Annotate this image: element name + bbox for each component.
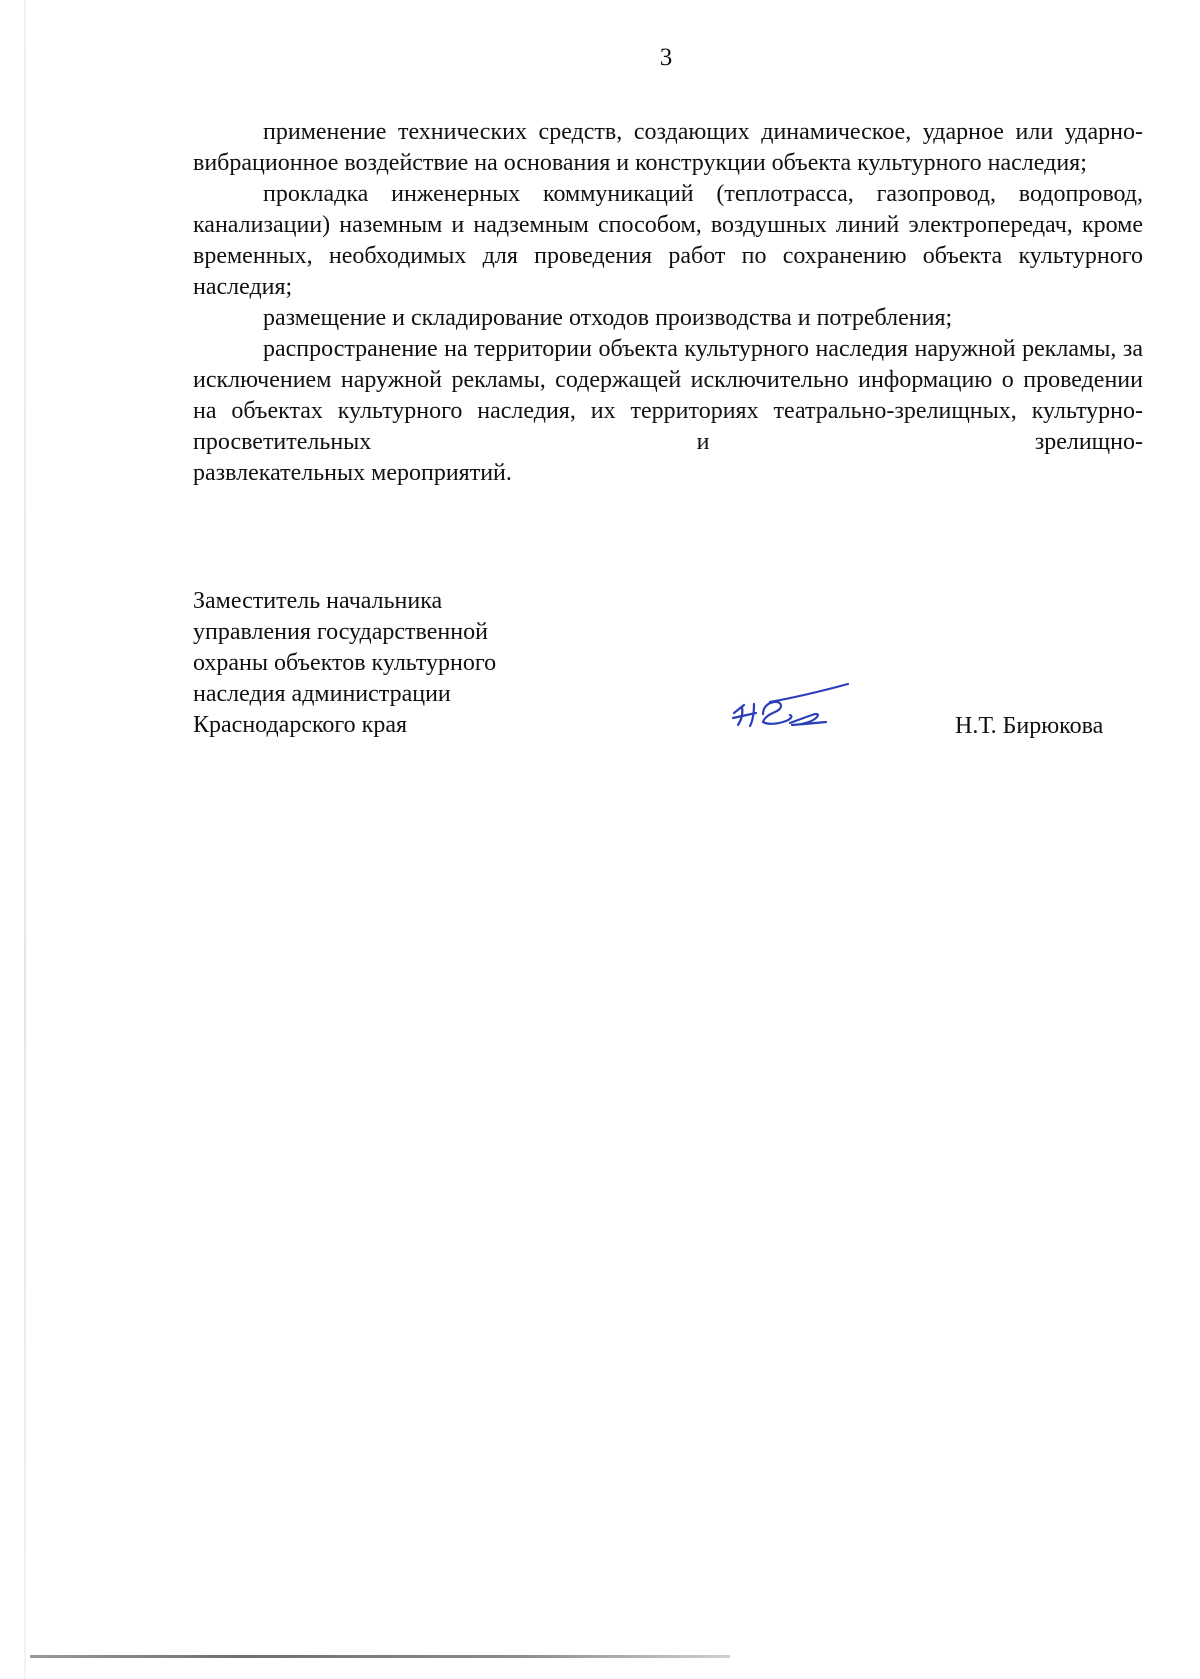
position-line: наследия администрации xyxy=(193,681,451,707)
paragraph-technical-means: применение технических средств, создающих динамическое, ударное или ударно-вибрационное воздействие на основания и конструкции объекта культурного наследия; xyxy=(193,119,1143,176)
paragraph-waste: размещение и складирование отходов производства и потребления; xyxy=(263,305,953,331)
paragraph-advertising: распространение на территории объекта культурного наследия наружной рекламы, за исключением наружной рекламы, содержащей исключительно информацию о проведении на объектах культурного наследия, их территориях театрально-зрелищных, культурно-просветительных и зрелищно- xyxy=(193,336,1143,455)
page-edge-left xyxy=(24,0,26,1679)
position-line: управления государственной xyxy=(193,619,488,645)
document-body xyxy=(193,117,1143,489)
signer-name: Н.Т. Бирюкова xyxy=(955,713,1104,739)
signatory-position xyxy=(193,586,496,741)
handwritten-signature xyxy=(730,680,880,740)
position-line: охраны объектов культурного xyxy=(193,650,497,676)
paragraph-utilities: прокладка инженерных коммуникаций (теплотрасса, газопровод, водопровод, канализации) наземным и надземным способом, воздушных линий электропередач, кроме временных, необходимых для проведения работ по сохранению объекта культурного наследия; xyxy=(193,181,1143,300)
position-line: Краснодарского края xyxy=(193,712,408,738)
page-number: 3 xyxy=(659,44,673,71)
page-edge-bottom xyxy=(30,1655,730,1658)
position-line: Заместитель начальника xyxy=(193,588,443,614)
paragraph-advertising-end: развлекательных мероприятий. xyxy=(193,460,512,486)
